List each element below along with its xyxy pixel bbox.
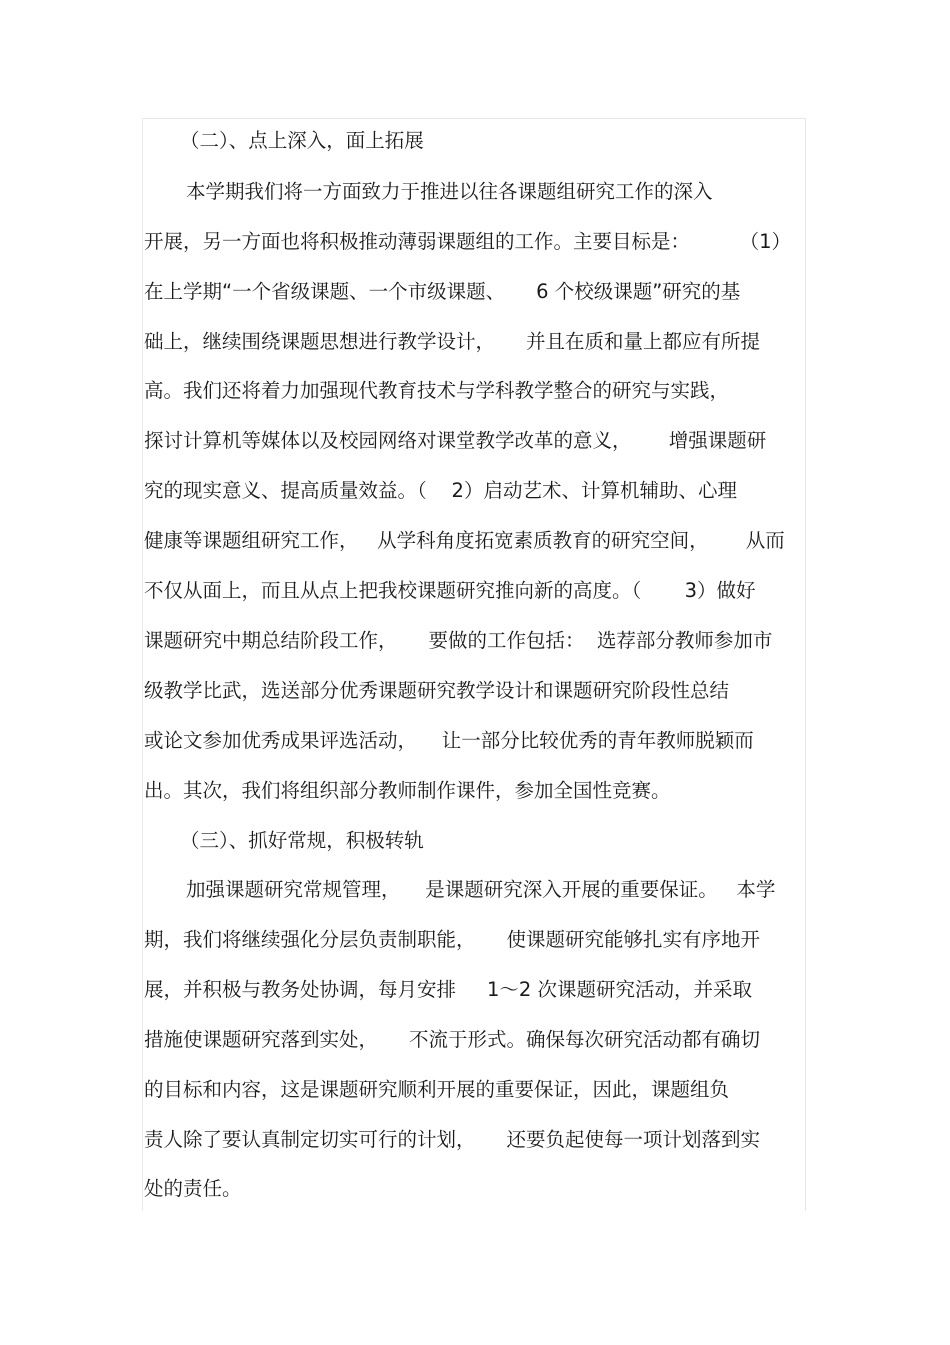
paragraph-line: 课题研究中期总结阶段工作， 要做的工作包括： 选荐部分教师参加市 (144, 629, 773, 652)
paragraph-line: 开展，另一方面也将积极推动薄弱课题组的工作。主要目标是： （1） (144, 230, 791, 253)
paragraph-line: 处的责任。 (144, 1177, 242, 1200)
paragraph-line: 责人除了要认真制定切实可行的计划， 还要负起使每一项计划落到实 (144, 1128, 760, 1151)
paragraph-line: 措施使课题研究落到实处， 不流于形式。确保每次研究活动都有确切 (144, 1028, 760, 1051)
paragraph-line: 探讨计算机等媒体以及校园网络对课堂教学改革的意义， 增强课题研 (144, 429, 767, 452)
paragraph-line: 在上学期“一个省级课题、一个市级课题、 6 个校级课题”研究的基 (144, 280, 741, 303)
paragraph-line: 展，并积极与教务处协调，每月安排 1～2 次课题研究活动，并采取 (144, 978, 753, 1001)
paragraph-line: 级教学比武，选送部分优秀课题研究教学设计和课题研究阶段性总结 (144, 679, 730, 702)
section-heading: （三）、抓好常规，积极转轨 (180, 829, 424, 852)
section-heading: （二）、点上深入，面上拓展 (180, 129, 424, 152)
paragraph-line: 不仅从面上，而且从点上把我校课题研究推向新的高度。（ 3）做好 (144, 579, 756, 602)
paragraph-line: 的目标和内容，这是课题研究顺利开展的重要保证，因此，课题组负 (144, 1078, 730, 1101)
paragraph-line: 期，我们将继续强化分层负责制职能， 使课题研究能够扎实有序地开 (144, 928, 760, 951)
paragraph-line: 加强课题研究常规管理， 是课题研究深入开展的重要保证。 本学 (186, 878, 776, 901)
paragraph-line: 础上，继续围绕课题思想进行教学设计， 并且在质和量上都应有所提 (144, 330, 760, 353)
paragraph-line: 或论文参加优秀成果评选活动， 让一部分比较优秀的青年教师脱颖而 (144, 729, 754, 752)
paragraph-line: 本学期我们将一方面致力于推进以往各课题组研究工作的深入 (186, 180, 713, 203)
paragraph-line: 出。其次，我们将组织部分教师制作课件，参加全国性竞赛。 (144, 779, 671, 802)
paragraph-line: 高。我们还将着力加强现代教育技术与学科教学整合的研究与实践， (144, 379, 730, 402)
paragraph-line: 健康等课题组研究工作， 从学科角度拓宽素质教育的研究空间， 从而 (144, 529, 785, 552)
paragraph-line: 究的现实意义、提高质量效益。（ 2）启动艺术、计算机辅助、心理 (144, 479, 737, 502)
